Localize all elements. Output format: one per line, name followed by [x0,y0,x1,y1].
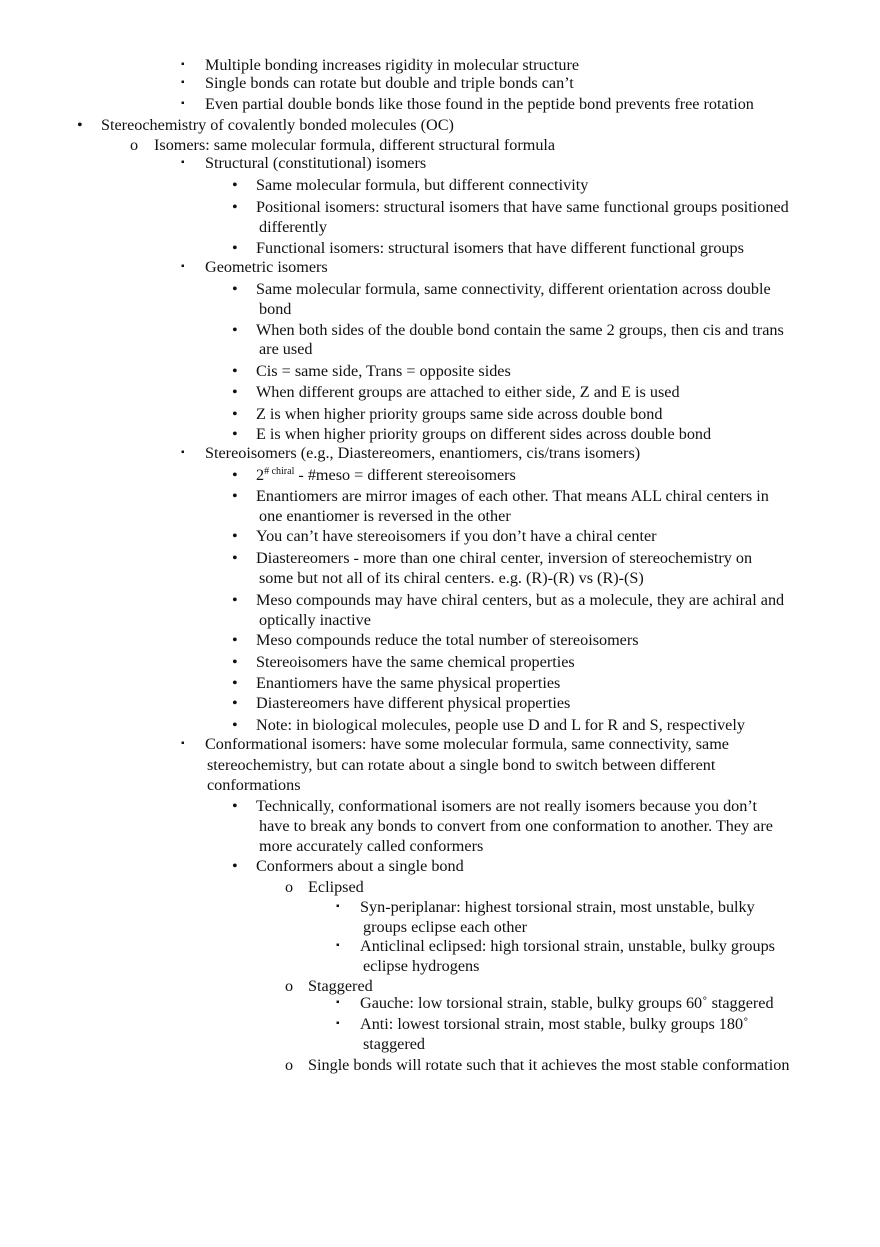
subsection-heading: Geometric isomers [205,258,328,276]
list-item: Conformers about a single bond [256,857,464,875]
disc-bullet: • [77,116,83,134]
list-item-continued: differently [259,218,328,236]
subsection-heading: Stereoisomers (e.g., Diastereomers, enantiomers, cis/trans isomers) [205,444,641,462]
list-item: Anti: lowest torsional strain, most stable, bulky groups 180˚ [360,1015,749,1033]
subsection-heading: Structural (constitutional) isomers [205,154,427,172]
circle-bullet: o [285,977,294,995]
list-item-continued: bond [259,300,292,318]
list-item-continued: optically inactive [259,611,371,629]
disc-bullet: • [232,321,238,339]
disc-bullet: • [232,631,238,649]
disc-bullet: • [232,591,238,609]
subsection-heading-continued: stereochemistry, but can rotate about a single bond to switch between different [207,756,716,774]
list-item: Gauche: low torsional strain, stable, bulky groups 60˚ staggered [360,994,774,1012]
list-item: Positional isomers: structural isomers that have same functional groups positioned [256,198,789,216]
list-item: Syn-periplanar: highest torsional strain, most unstable, bulky [360,898,755,916]
disc-bullet: • [232,694,238,712]
square-bullet: ▪ [181,261,185,272]
list-item: Enantiomers are mirror images of each other. That means ALL chiral centers in [256,487,769,505]
square-bullet: ▪ [181,738,185,749]
formula-rest: - #meso = different stereoisomers [294,466,516,484]
list-item: Diastereomers - more than one chiral center, inversion of stereochemistry on [256,549,753,567]
circle-bullet: o [130,136,139,154]
list-item-continued: have to break any bonds to convert from one conformation to another. They are [259,817,773,835]
subsection-heading-continued: conformations [207,776,301,794]
list-item: Enantiomers have the same physical properties [256,674,561,692]
disc-bullet: • [232,425,238,443]
list-item: Stereoisomers have the same chemical properties [256,653,575,671]
disc-bullet: • [232,198,238,216]
list-item-continued: some but not all of its chiral centers. e.g. (R)-(R) vs (R)-(S) [259,569,644,587]
list-item: Anticlinal eclipsed: high torsional strain, unstable, bulky groups [360,937,775,955]
list-item-continued: more accurately called conformers [259,837,484,855]
disc-bullet: • [232,797,238,815]
disc-bullet: • [232,716,238,734]
disc-bullet: • [232,549,238,567]
square-bullet: ▪ [336,901,340,912]
list-item: E is when higher priority groups on different sides across double bond [256,425,712,443]
list-item: Isomers: same molecular formula, different structural formula [154,136,556,154]
square-bullet: ▪ [336,997,340,1008]
list-item: Same molecular formula, same connectivity, different orientation across double [256,280,771,298]
list-item-continued: are used [259,340,313,358]
list-item: Cis = same side, Trans = opposite sides [256,362,511,380]
disc-bullet: • [232,362,238,380]
disc-bullet: • [232,653,238,671]
disc-bullet: • [232,239,238,257]
square-bullet: ▪ [336,1018,340,1029]
list-item: Multiple bonding increases rigidity in molecular structure [205,56,580,74]
disc-bullet: • [232,280,238,298]
list-item: Single bonds will rotate such that it achieves the most stable conformation [308,1056,790,1074]
list-item: Functional isomers: structural isomers that have different functional groups [256,239,744,257]
list-item-continued: staggered [363,1035,426,1053]
list-item-continued: groups eclipse each other [363,918,528,936]
list-item: Technically, conformational isomers are not really isomers because you don’t [256,797,757,815]
circle-bullet: o [285,878,294,896]
square-bullet: ▪ [181,77,185,88]
disc-bullet: • [232,405,238,423]
list-item: Meso compounds may have chiral centers, but as a molecule, they are achiral and [256,591,785,609]
list-item: Note: in biological molecules, people use D and L for R and S, respectively [256,716,745,734]
list-item-continued: eclipse hydrogens [363,957,480,975]
stereoisomer-formula [256,465,516,485]
disc-bullet: • [232,176,238,194]
list-item: Diastereomers have different physical properties [256,694,571,712]
formula-base: 2 [256,466,265,484]
circle-bullet: o [285,1056,294,1074]
list-item-continued: one enantiomer is reversed in the other [259,507,511,525]
list-item: Even partial double bonds like those found in the peptide bond prevents free rotation [205,95,754,113]
list-item: Meso compounds reduce the total number of stereoisomers [256,631,639,649]
list-item: Eclipsed [308,878,364,896]
disc-bullet: • [232,487,238,505]
list-item: You can’t have stereoisomers if you don’t have a chiral center [256,527,657,545]
square-bullet: ▪ [336,940,340,951]
disc-bullet: • [232,857,238,875]
disc-bullet: • [232,383,238,401]
list-item: Staggered [308,977,373,995]
square-bullet: ▪ [181,59,185,70]
disc-bullet: • [232,674,238,692]
list-item: When both sides of the double bond contain the same 2 groups, then cis and trans [256,321,784,339]
square-bullet: ▪ [181,447,185,458]
list-item: Same molecular formula, but different connectivity [256,176,589,194]
list-item: When different groups are attached to either side, Z and E is used [256,383,680,401]
square-bullet: ▪ [181,157,185,168]
list-item: Z is when higher priority groups same side across double bond [256,405,663,423]
square-bullet: ▪ [181,98,185,109]
section-heading: Stereochemistry of covalently bonded molecules (OC) [101,116,454,134]
list-item: Single bonds can rotate but double and triple bonds can’t [205,74,574,92]
formula-exponent: # chiral [264,466,295,477]
disc-bullet: • [232,527,238,545]
disc-bullet: • [232,466,238,484]
subsection-heading: Conformational isomers: have some molecular formula, same connectivity, same [205,735,729,753]
